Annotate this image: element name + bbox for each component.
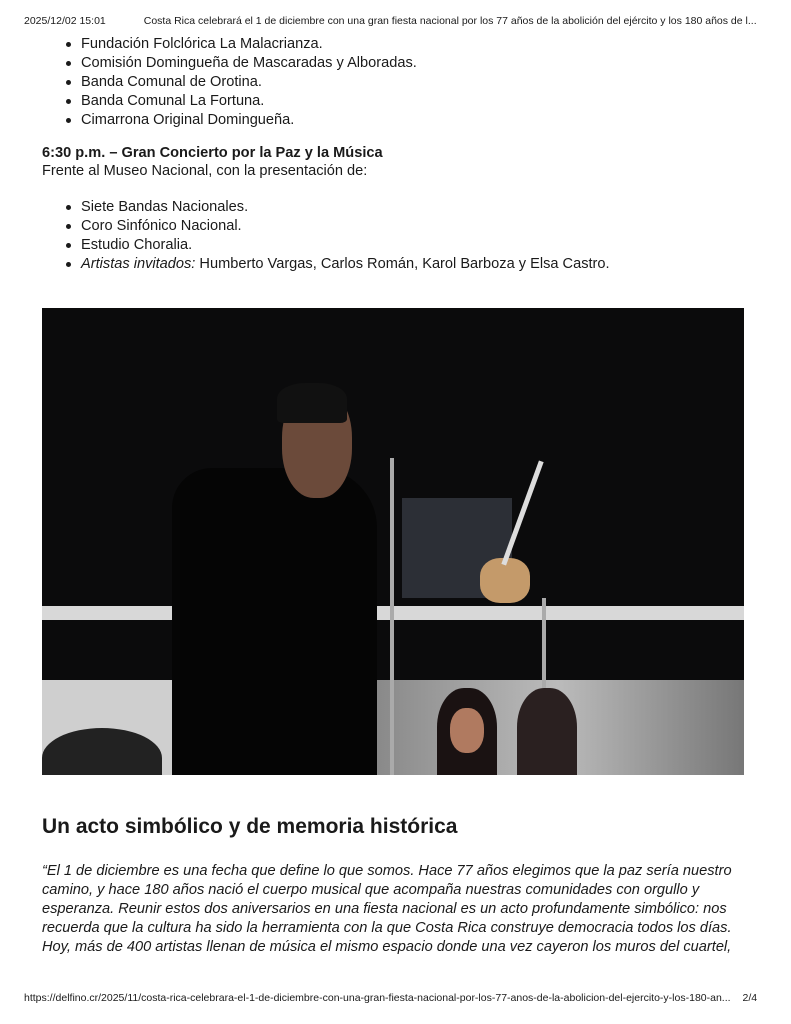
concert-list [64, 198, 610, 274]
list-item: Fundación Folclórica La Malacrianza. [64, 35, 417, 54]
list-item: Comisión Domingueña de Mascaradas y Alboradas. [64, 54, 417, 73]
guests-names: Humberto Vargas, Carlos Román, Karol Barboza y Elsa Castro. [195, 256, 610, 272]
page-number: 2/4 [742, 992, 758, 1004]
section-quote: “El 1 de diciembre es una fecha que define lo que somos. Hace 77 años elegimos que la paz sería nuestro camino, y hace 180 años nació el cuerpo musical que acompaña nuestras comunidades con orgullo y esperanza. Reunir estos dos aniversarios en una fiesta nacional es un acto profundamente simbólico: nos recuerda que la cultura ha sido la herramienta con la que Costa Rica construye democracia todos los días. Hoy, más de 400 artistas llenan de música el mismo espacio donde una vez cayeron los muros del cuartel, [42, 863, 732, 955]
concert-photo [42, 308, 744, 775]
list-item: Banda Comunal La Fortuna. [64, 92, 417, 111]
print-title: Costa Rica celebrará el 1 de diciembre con una gran fiesta nacional por los 77 años de la abolición del ejército y los 180 años de l... [143, 15, 757, 27]
list-item: Coro Sinfónico Nacional. [64, 217, 610, 236]
list-item: Banda Comunal de Orotina. [64, 73, 417, 92]
section-heading: Un acto simbólico y de memoria histórica [42, 815, 458, 838]
list-item: Siete Bandas Nacionales. [64, 198, 610, 217]
participants-list [64, 35, 417, 130]
print-datetime: 2025/12/02 15:01 [24, 15, 106, 27]
guests-label: Artistas invitados: [81, 256, 196, 272]
list-item: Cimarrona Original Domingueña. [64, 111, 417, 130]
concert-intro: Frente al Museo Nacional, con la presentación de: [42, 163, 368, 179]
list-item [64, 255, 610, 274]
print-footer [24, 992, 757, 1004]
concert-heading: 6:30 p.m. – Gran Concierto por la Paz y la Música [42, 145, 383, 161]
list-item: Estudio Choralia. [64, 236, 610, 255]
page-url: https://delfino.cr/2025/11/costa-rica-celebrara-el-1-de-diciembre-con-una-gran-fiesta-nacional-por-los-77-anos-de-la-abolicion-del-ejercito-y-los-180-an... [24, 992, 731, 1004]
print-header [24, 15, 757, 27]
